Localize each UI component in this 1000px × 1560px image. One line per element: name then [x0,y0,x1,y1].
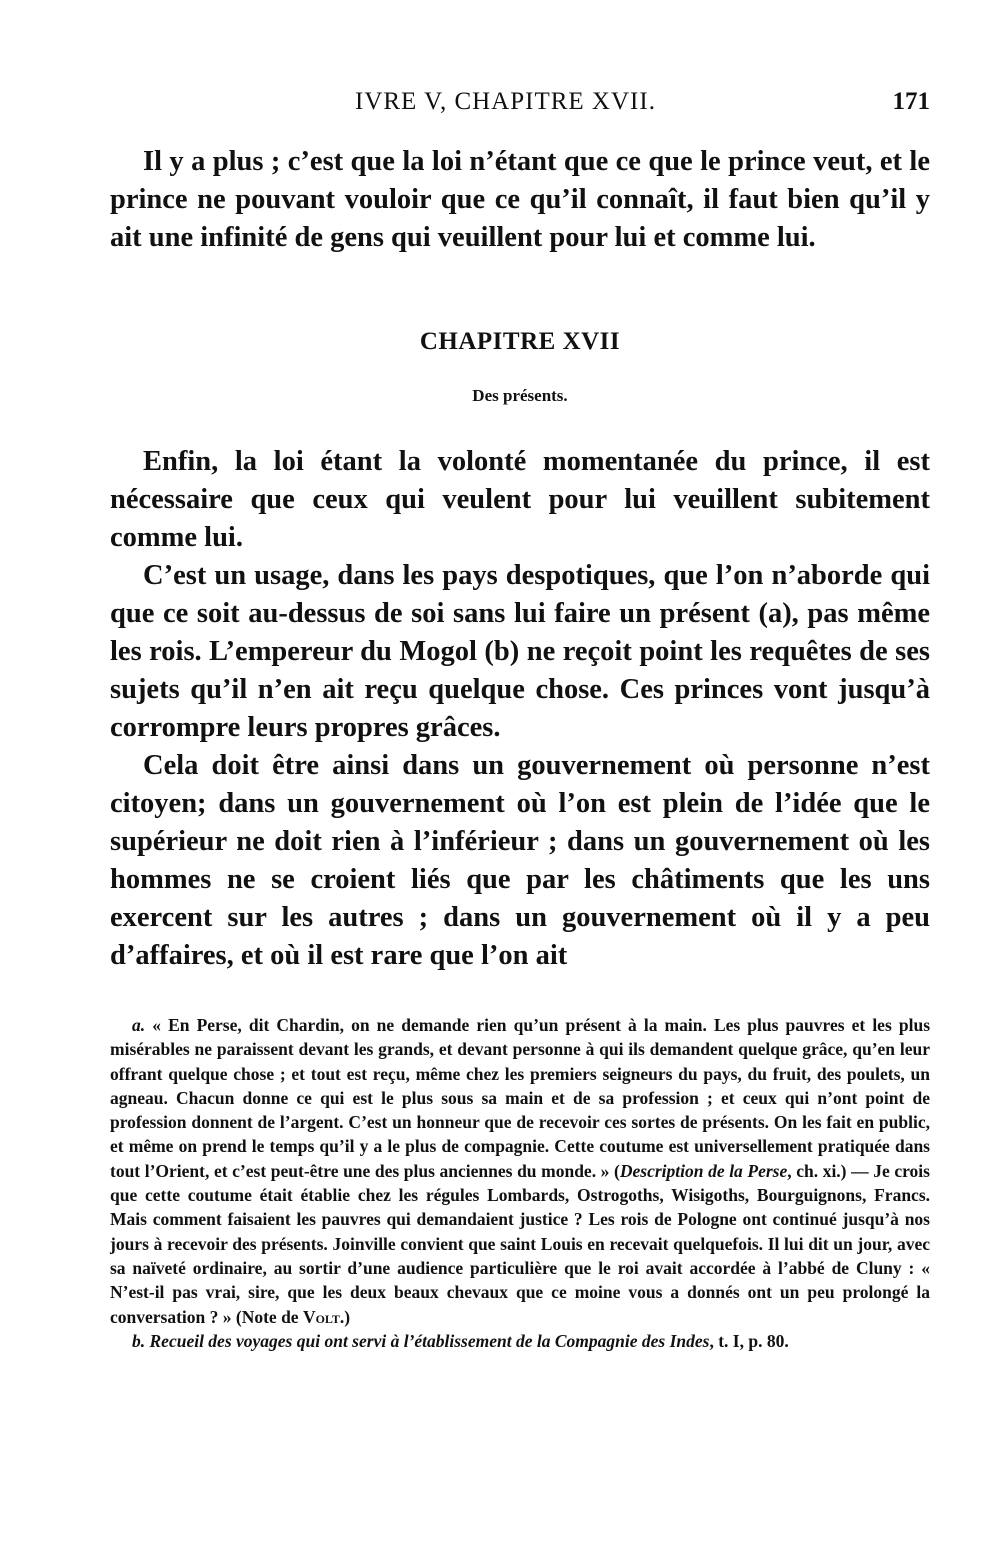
footnote-b-marker: b. [132,1330,146,1351]
footnote-b-ref: , t. I, p. 80. [709,1330,789,1351]
footnote-a-text-2: — Je crois que cette coutume était établie chez les régules Lombards, Ostrogoths, Wisigoths, Bourguignons, Francs. Mais comment faisaient les pauvres qui demandaient justice ? Les rois de Pologne ont continué jusqu’à nos jours à recevoir des présents. Joinville convient que saint Louis en recevait quelquefois. Il lui dit un jour, avec sa naïveté ordinaire, au sortir d’une audience particulière que le roi avait accordée à l’abbé de Cluny : « N’est-il pas vrai, sire, que les deux beaux chevaux que ce moine vous a donnés ont un peu prolongé la conversation ? » (Note de [110,1160,930,1327]
footnote-a-source-ref: , ch. xi.) [787,1160,847,1181]
opening-paragraph-block [110,143,930,257]
page-number: 171 [892,88,930,115]
chapter-title: CHAPITRE XVII [419,328,621,355]
footnote-a-closing: .) [339,1306,351,1327]
running-title: IVRE V, CHAPITRE XVII. [355,88,656,115]
footnote-a [110,1013,930,1329]
footnote-b [110,1329,930,1353]
body-paragraph-3: Cela doit être ainsi dans un gouvernement où personne n’est citoyen; dans un gouvernement où l’on est plein de l’idée que le supérieur ne doit rien à l’inférieur ; dans un gouvernement où les hommes ne se croient liés que par les châtiments que les uns exercent sur les autres ; dans un gouvernement où il y a peu d’affaires, et où il est rare que l’on ait [110,750,930,971]
footnote-a-attribution: Volt [302,1306,340,1327]
footnote-a-source-title: Description de la Perse [619,1160,788,1181]
footnote-b-title: Recueil des voyages qui ont servi à l’établissement de la Compagnie des Indes [149,1330,710,1351]
body-paragraph-2: C’est un usage, dans les pays despotiques, que l’on n’aborde qui que ce soit au-dessus de soi sans lui faire un présent (a), pas même les rois. L’empereur du Mogol (b) ne reçoit point les requêtes de ses sujets qu’il n’en ait reçu quelque chose. Ces princes vont jusqu’à corrompre leurs propres grâces. [110,560,930,743]
running-header [110,88,930,128]
chapter-body [110,443,930,975]
footnote-a-text-1: « En Perse, dit Chardin, on ne demande rien qu’un présent à la main. Les plus pauvres et les plus misérables ne paraissent devant les grands, et devant personne à qui ils demandent quelque grâce, qu’en leur offrant quelque chose ; et tout est reçu, même chez les premiers seigneurs du pays, du fruit, des poulets, un agneau. Chacun donne ce qui est le plus sous sa main et de sa profession ; et ceux qui n’ont point de profession donnent de l’argent. C’est un honneur que de recevoir ces sortes de présents. On les fait en public, et même on prend le temps qu’il y a le plus de compagnie. Cette coutume est universellement pratiquée dans tout l’Orient, et c’est peut-être une des plus anciennes du monde. » ( [110,1015,930,1181]
body-paragraph-1: Enfin, la loi étant la volonté momentanée du prince, il est nécessaire que ceux qui veulent pour lui veuillent subitement comme lui. [110,446,930,553]
opening-paragraph: Il y a plus ; c’est que la loi n’étant que ce que le prince veut, et le prince ne pouvant vouloir que ce qu’il connaît, il faut bien qu’il y ait une infinité de gens qui veuillent pour lui et comme lui. [110,146,930,253]
footnotes [110,1013,930,1353]
chapter-subtitle: Des présents. [472,386,568,405]
footnote-a-marker: a. [132,1015,146,1035]
